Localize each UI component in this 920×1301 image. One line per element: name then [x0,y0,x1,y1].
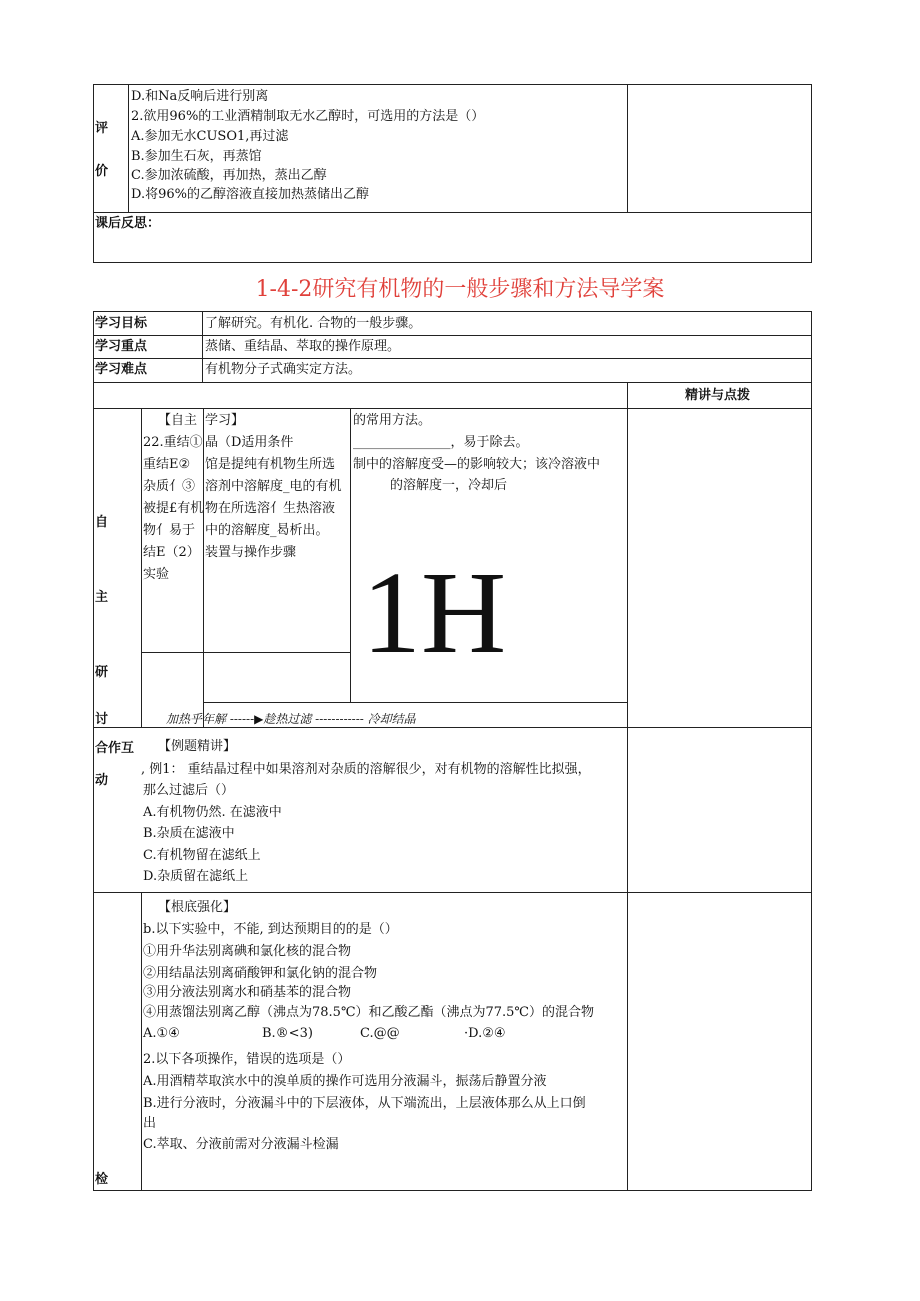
section-heading: 【例题精讲】 [158,739,237,754]
text-line: 制中的溶解度受—的影响较大；该冷溶液中 [353,457,601,472]
text-line: D.杂质留在滤纸上 [143,869,249,884]
process-flow-text: 加热乎年解 ------▶趁热过滤 ------------ 冷却结晶 [166,712,416,726]
side-label: 主 [95,590,109,605]
text-line: 重结E② [143,457,191,472]
text-line: , 例1： 重结晶过程中如果溶剂对杂质的溶解很少，对有机物的溶解性比拟强， [141,762,591,777]
text-line: B.杂质在滤液中 [143,826,235,841]
text-line: A.参加无水CUSO1,再过滤 [131,129,289,144]
text-line: ③用分液法别离水和硝基苯的混合物 [143,985,352,1000]
text-line: ④用蒸馏法别离乙醇（沸点为78.5℃）和乙酸乙酯（沸点为77.5℃）的混合物 [143,1005,594,1020]
side-label-ping: 评 [95,121,109,136]
text-line: A.用酒精萃取滨水中的溴单质的操作可选用分液漏斗，振荡后静置分液 [143,1074,547,1089]
text-line: 出 [143,1116,157,1131]
text-line: B.参加生石灰，再蒸馆 [131,149,262,164]
text-line: 杂质亻③ [143,479,196,494]
text-line: 结E（2） [143,545,200,560]
text-line: b.以下实验中，不能, 到达预期目的的是（） [143,922,398,937]
text-line: C.萃取、分液前需对分液漏斗检漏 [143,1137,339,1152]
key-text: 蒸储、重结晶、萃取的操作原理。 [205,339,401,354]
option-b: B.®<3) [262,1026,313,1041]
text-line: C.参加浓硫酸，再加热，蒸出乙醇 [131,168,327,183]
key-label: 学习重点 [95,339,148,354]
reflection-label: 课后反思： [95,216,161,231]
text-line: ②用结晶法别离硝酸钾和氯化钠的混合物 [143,966,378,981]
text-line: ①用升华法别离碘和氯化核的混合物 [143,944,352,959]
text-line: A.有机物仍然. 在滤液中 [143,805,282,820]
notes-column-header: 精讲与点拨 [685,388,751,403]
side-label: 研 [95,665,109,680]
text-line: 馆是提纯有机物生所选 [205,457,336,472]
side-label: 讨 [95,712,109,727]
text-line: 物亻易于 [143,523,196,538]
option-c: C.@@ [360,1026,400,1041]
text-line: 学习】 [205,413,245,428]
text-line: 【自主 [158,413,198,428]
text-line: B.进行分液时，分液漏斗中的下层液体，从下端流出，上层液体那么从上口倒 [143,1096,586,1111]
coop-label: 动 [95,773,109,788]
document-title: 1-4-2研究有机物的一般步骤和方法导学案 [255,277,665,302]
text-line: 实验 [143,567,170,582]
text-line: _______________，易于除去。 [353,435,529,450]
check-label: 检 [95,1172,109,1187]
side-label-jia: 价 [95,164,109,179]
text-line: 的溶解度一，冷却后 [390,478,508,493]
text-line: 溶剂中溶解度_电的有机 [205,479,342,494]
side-label: 自 [95,515,109,530]
large-figure-text: 1H [362,547,507,678]
text-line: 2.欲用96%的工业酒精制取无水乙醇时，可选用的方法是（） [131,109,485,124]
text-line: 中的溶解度_曷析出。 [205,523,329,538]
coop-label: 合作互 [95,741,135,756]
goal-text: 了解研究。有机化. 合物的一般步骤。 [205,316,422,331]
text-line: 22.重结① [143,435,203,450]
section-heading: 【根底强化】 [158,900,237,915]
text-line: 那么过滤后（） [143,783,235,798]
text-line: 物在所选溶亻生热溶液 [205,501,336,516]
text-line: 的常用方法。 [353,413,432,428]
option-d: ·D.②④ [464,1026,506,1041]
text-line: 晶（D适用条件 [205,435,294,450]
text-line: D.将96%的乙醇溶液直接加热蒸储出乙醇 [131,187,369,202]
text-line: C.有机物留在滤纸上 [143,848,261,863]
difficulty-text: 有机物分子式确实定方法。 [205,362,362,377]
text-line: D.和Na反响后进行别离 [131,89,269,104]
text-line: 装置与操作步骤 [205,545,297,560]
goal-label: 学习目标 [95,316,148,331]
option-a: A.①④ [143,1026,180,1041]
text-line: 被提£有机 [143,501,204,516]
text-line: 2.以下各项操作，错误的选项是（） [143,1052,351,1067]
difficulty-label: 学习难点 [95,362,148,377]
